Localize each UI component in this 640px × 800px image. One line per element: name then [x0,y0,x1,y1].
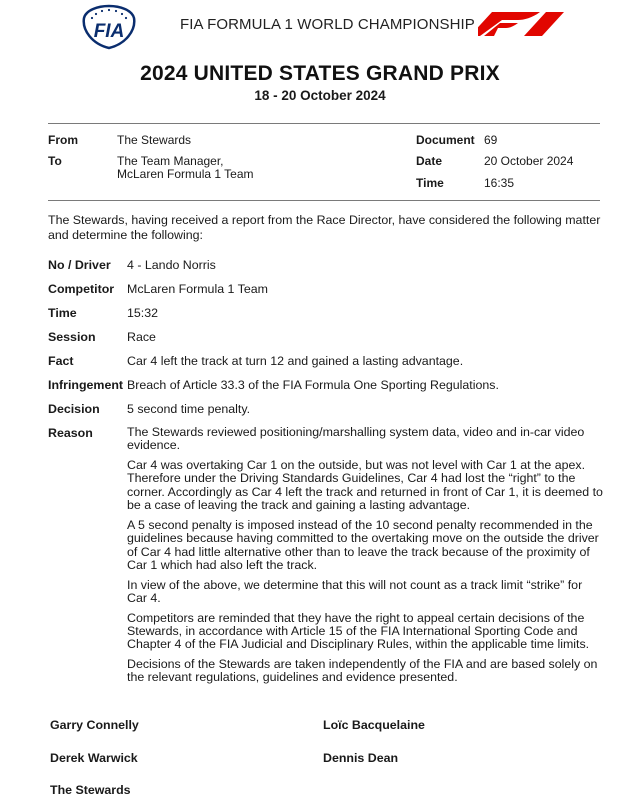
date-label: Date [416,154,443,168]
reason-paragraph: The Stewards reviewed positioning/marshalling system data, video and in-car video evidence. [127,425,585,453]
document-header [0,0,640,56]
to-value-line2: McLaren Formula 1 Team [117,167,254,181]
reason-paragraph: Decisions of the Stewards are taken independently of the FIA and are based solely on the relevant regulations, guidelines and evidence presented. [127,657,598,685]
reason-paragraph: In view of the above, we determine that this will not count as a track limit “strike” for Car 4. [127,577,583,606]
event-dates: 18 - 20 October 2024 [254,88,386,103]
driver-label: No / Driver [48,258,111,272]
document-value: 69 [484,133,498,147]
reason-paragraph: Competitors are reminded that they have the right to appeal certain decisions of the Stewards, in accordance with Article 15 of the FIA International Sporting Code and Chapter 4 of the FIA Judicial and Disciplinary Rules, within the applicable time limits. [127,610,590,652]
competitor-value: McLaren Formula 1 Team [127,282,268,296]
fact-value: Car 4 left the track at turn 12 and gained a lasting advantage. [127,354,464,368]
fact-label: Fact [48,354,74,368]
date-value: 20 October 2024 [484,154,574,168]
f1-logo [478,12,564,36]
event-heading [0,62,640,103]
reason-text [127,426,605,691]
reason-label: Reason [48,426,93,440]
from-value: The Stewards [117,133,192,147]
to-label: To [48,154,62,168]
championship-title: FIA FORMULA 1 WORLD CHAMPIONSHIP [180,16,475,33]
infringement-value: Breach of Article 33.3 of the FIA Formula One Sporting Regulations. [127,378,499,392]
top-divider [48,123,600,124]
time-label: Time [416,176,444,190]
to-value-line1: The Team Manager, [117,154,224,168]
from-label: From [48,133,78,147]
meta-divider [48,200,600,201]
steward-signature: Dennis Dean [323,751,399,765]
session-label: Session [48,330,96,344]
stewards-footer: The Stewards [50,783,131,797]
offence-time-label: Time [48,306,77,320]
session-value: Race [127,330,156,344]
steward-signature: Derek Warwick [50,751,138,765]
infringement-label: Infringement [48,378,124,392]
decision-value: 5 second time penalty. [127,402,251,416]
steward-signature: Loïc Bacquelaine [323,718,425,732]
document-label: Document [416,133,475,147]
competitor-label: Competitor [48,282,115,296]
reason-paragraph: Car 4 was overtaking Car 1 on the outside, but was not level with Car 1 at the apex. Therefore under the Driving Standards Guidelines, Car 4 had lost the “right” to the corner. Accordingly as Car 4 left the track and returned in front of Car 1, it is deemed to be a case of leaving the track and gaining a lasting advantage. [127,458,603,513]
steward-signature: Garry Connelly [50,718,139,732]
decision-label: Decision [48,402,100,416]
fia-logo [80,4,138,50]
intro-paragraph: The Stewards, having received a report from the Race Director, have considered the following matter and determine the following: [48,213,601,242]
time-value: 16:35 [484,176,515,190]
reason-paragraph: A 5 second penalty is imposed instead of the 10 second penalty recommended in the guidelines because having committed to the overtaking move on the outside the driver of Car 4 had little alternative other than to leave the track because of the proximity of Car 1 which had also left the track. [127,517,599,573]
driver-value: 4 - Lando Norris [127,258,216,272]
offence-time-value: 15:32 [127,306,159,320]
fia-logo-text: FIA [93,21,125,42]
event-title: 2024 UNITED STATES GRAND PRIX [140,62,500,85]
